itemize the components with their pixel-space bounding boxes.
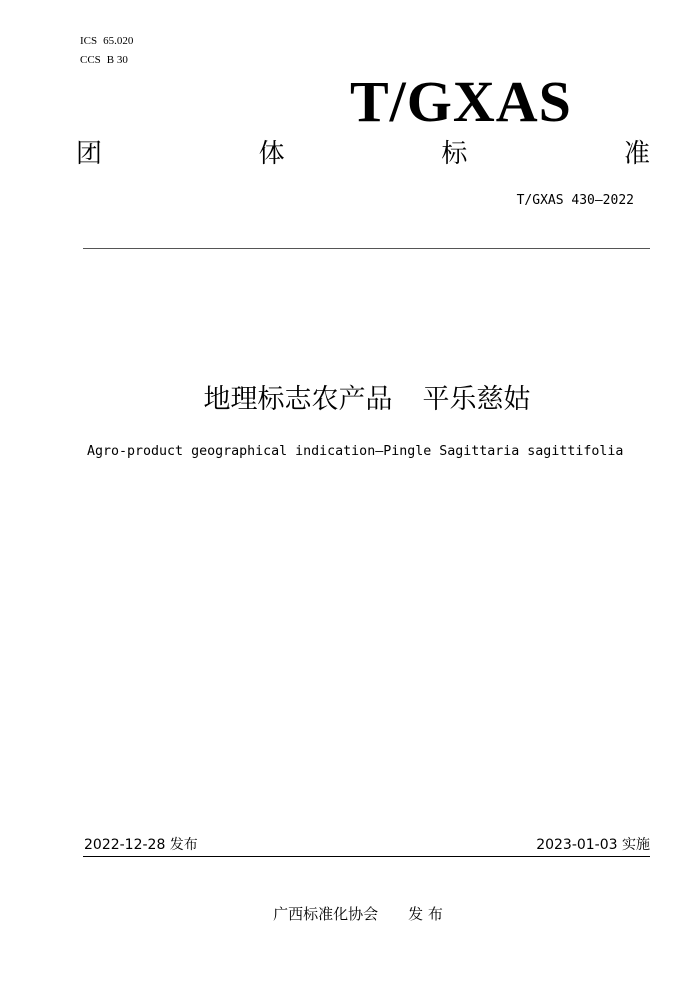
publish-action: 发 布 <box>408 905 443 923</box>
standard-type-char-2: 体 <box>258 139 285 169</box>
ccs-value: B 30 <box>106 54 128 66</box>
ccs-label: CCS <box>80 54 101 66</box>
standard-type-char-4: 准 <box>623 139 650 169</box>
ics-value: 65.020 <box>103 35 134 47</box>
issue-date: 2022-12-28 发布 <box>84 837 198 853</box>
title-english: Agro-product geographical indication—Pingle Sagittaria sagittifolia <box>87 444 624 459</box>
title-chinese-part1: 地理标志农产品 <box>203 384 393 415</box>
footer-divider <box>83 856 650 857</box>
standard-logo: T/GXAS <box>350 69 572 134</box>
publisher-line <box>0 903 700 925</box>
title-chinese-part2: 平乐慈姑 <box>422 384 531 415</box>
header-divider <box>83 248 650 249</box>
ics-label: ICS <box>80 35 98 47</box>
ics-code <box>80 34 133 48</box>
standard-type <box>76 134 650 174</box>
implementation-date: 2023-01-03 实施 <box>536 837 650 853</box>
document-number: T/GXAS 430—2022 <box>516 193 634 208</box>
ccs-code <box>80 53 128 67</box>
standard-type-char-1: 团 <box>76 139 103 169</box>
standard-type-char-3: 标 <box>441 139 468 169</box>
publisher-name: 广西标准化协会 <box>273 905 379 923</box>
title-chinese <box>0 378 700 422</box>
